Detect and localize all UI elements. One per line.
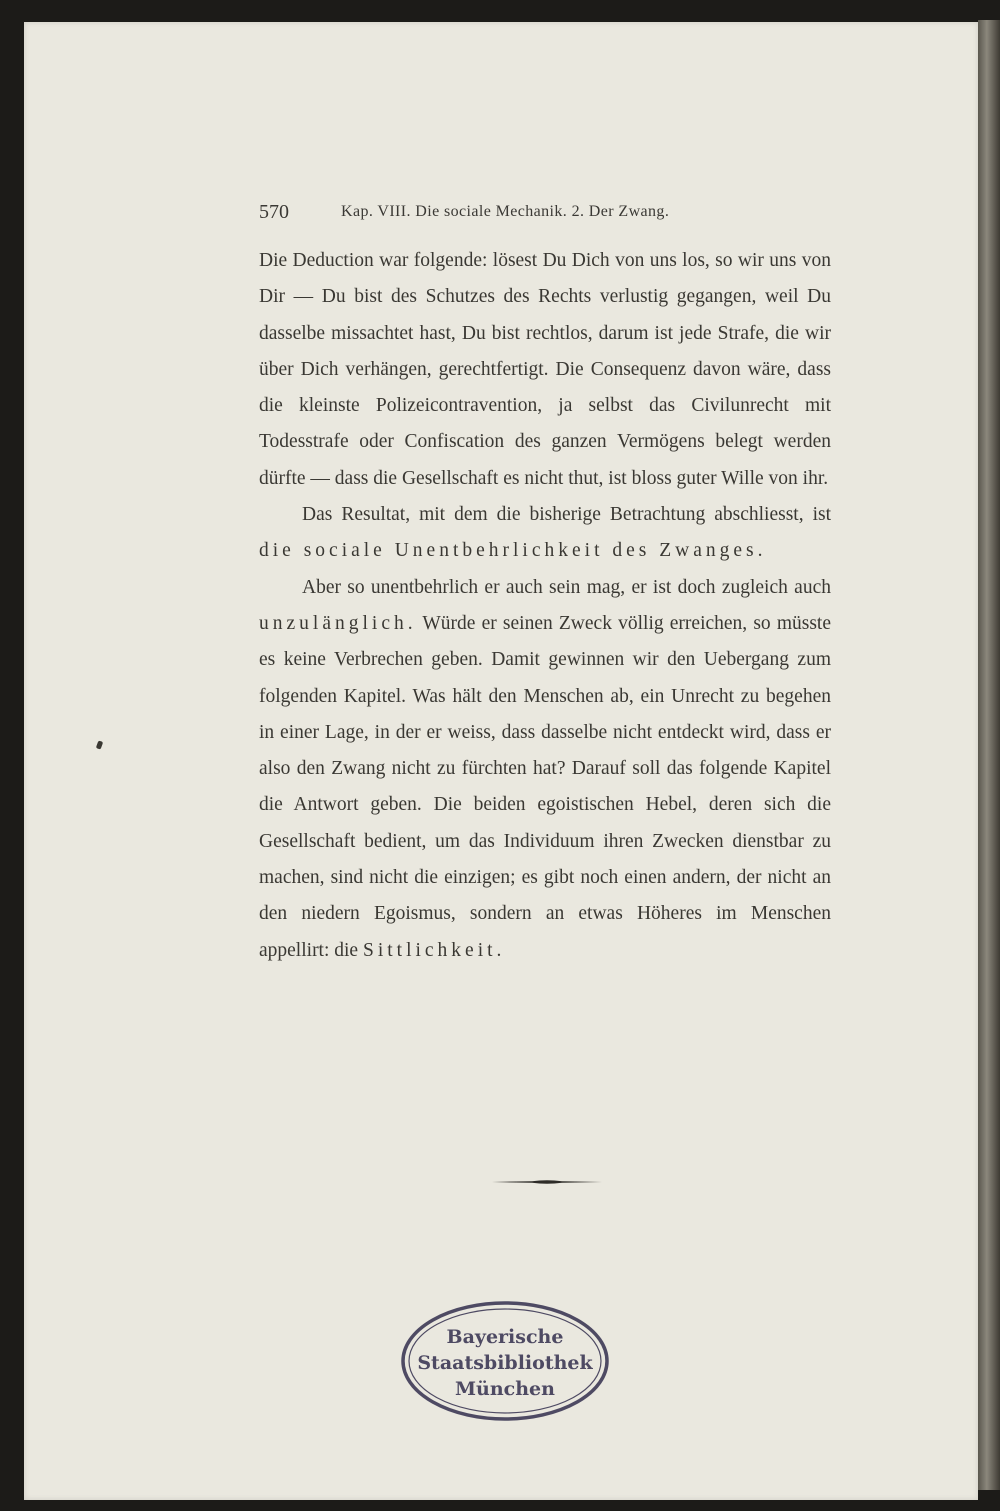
running-head (259, 200, 759, 224)
paragraph-3-text-b: Würde er seinen Zweck völlig erreichen, so müsste es keine Verbrechen geben. Damit gewinnen wir den Uebergang zum folgenden Kapitel. Was hält den Menschen ab, ein Unrecht zu begehen in einer Lage, in der er weiss, dass dasselbe nicht entdeckt wird, dass er also den Zwang nicht zu fürchten hat? Darauf soll das folgende Kapitel die Antwort geben. Die beiden egoistischen Hebel, deren sich die Gesellschaft bedient, um das Individuum ihren Zwecken dienstbar zu machen, sind nicht die einzigen; es gibt noch einen andern, der nicht an den niedern Egoismus, sondern an etwas Höheres im Menschen appellirt: die (259, 612, 831, 961)
page-edge-shadow (978, 20, 1000, 1490)
running-title: Kap. VIII. Die sociale Mechanik. 2. Der Zwang. (341, 203, 670, 220)
emphasis-spaced-text: unzulänglich. (259, 612, 417, 634)
emphasis-spaced-text: Sittlichkeit. (362, 939, 506, 961)
body-text (259, 243, 831, 969)
paragraph-3-text-a: Aber so unentbehrlich er auch sein mag, er ist doch zugleich auch (302, 576, 831, 598)
ornament-rule (492, 1176, 602, 1188)
stamp-line-3: München (455, 1378, 555, 1400)
paragraph-1: Die Deduction war folgende: lösest Du Dich von uns los, so wir uns von Dir — Du bist des Schutzes des Rechts verlustig gegangen, weil Du dasselbe missachtet hast, Du bist rechtlos, darum ist jede Strafe, die wir über Dich verhängen, gerechtfertigt. Die Consequenz davon wäre, dass die kleinste Polizeicontravention, ja selbst das Civilunrecht mit Todesstrafe oder Confiscation des ganzen Vermögens belegt werden dürfte — dass die Gesellschaft es nicht thut, ist bloss guter Wille von ihr. (259, 250, 831, 489)
paragraph-2 (259, 497, 831, 570)
paragraph-3 (259, 570, 831, 969)
stamp-text (398, 1324, 612, 1402)
paragraph-2-text: Das Resultat, mit dem die bisherige Betrachtung abschliesst, ist (302, 504, 831, 526)
emphasis-spaced-text: die sociale Unentbehrlichkeit des Zwanges. (259, 540, 767, 562)
stamp-line-1: Bayerische (446, 1326, 564, 1348)
stamp-line-2: Staatsbibliothek (417, 1352, 593, 1374)
page-number: 570 (259, 201, 289, 223)
library-stamp (398, 1298, 612, 1424)
